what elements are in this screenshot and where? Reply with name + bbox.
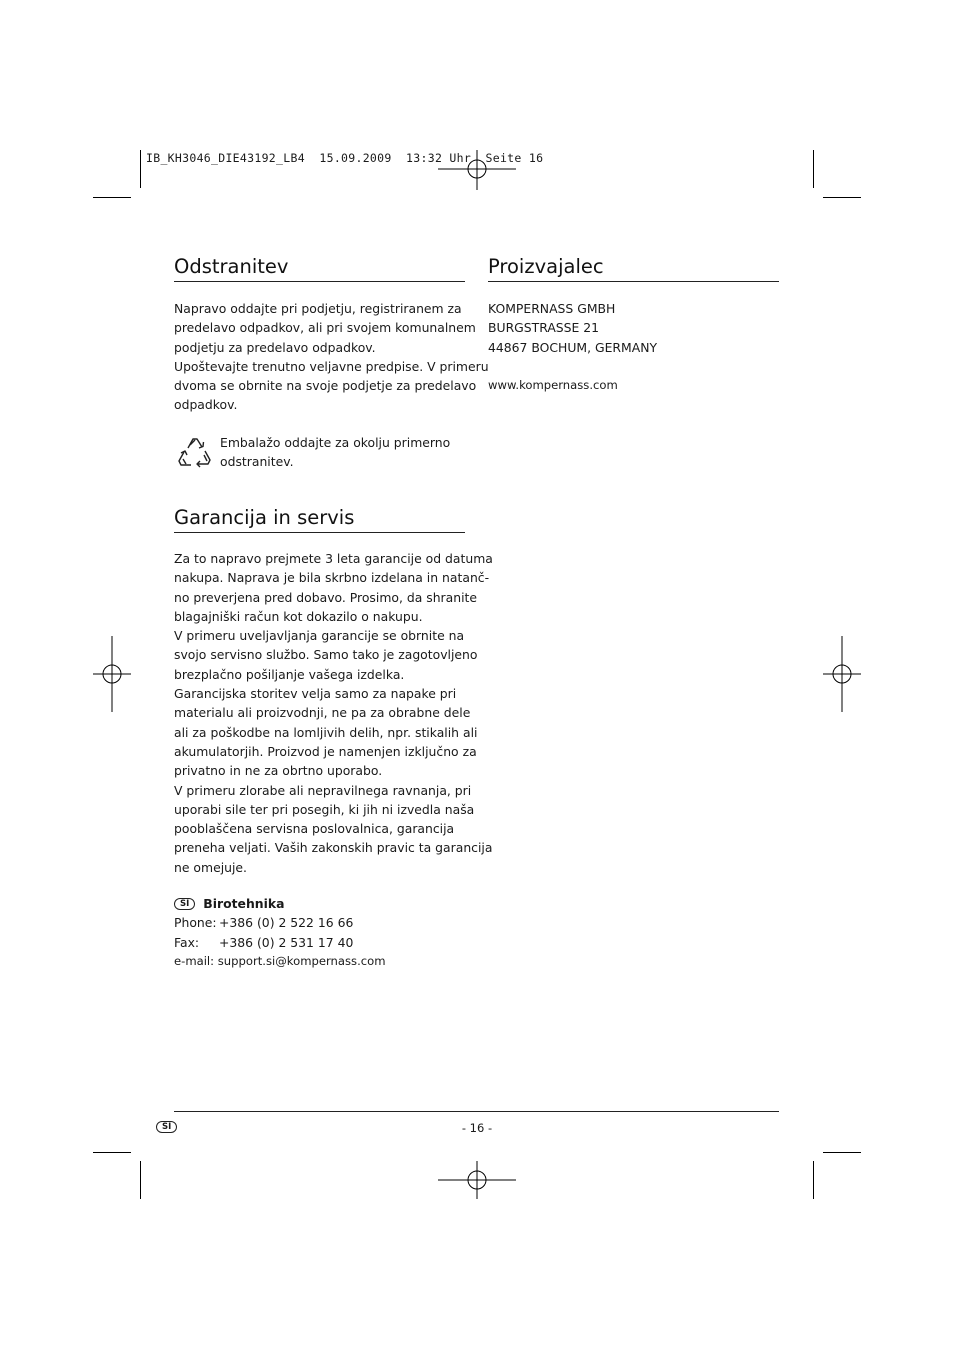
text-line: Embalažo oddajte za okolju primerno [220, 435, 451, 450]
text-line: materialu ali proizvodnji, ne pa za obrabne dele [174, 705, 471, 721]
text-line: Napravo oddajte pri podjetju, registriranem za [174, 301, 462, 316]
fax-number: +386 (0) 2 531 17 40 [219, 934, 354, 950]
odstranitev-text [174, 299, 489, 415]
fax-label: Fax: [174, 934, 200, 950]
address-line: KOMPERNASS GMBH [488, 301, 616, 316]
garancija-rule [174, 532, 465, 533]
text-line: V primeru uveljavljanja garancije se obrnite na [174, 628, 465, 644]
proizvajalec-rule [488, 281, 779, 282]
service-contact [174, 894, 386, 971]
text-line: akumulatorjih. Proizvod je namenjen izključno za [174, 743, 477, 759]
odstranitev-rule [174, 281, 465, 282]
phone-number: +386 (0) 2 522 16 66 [219, 915, 354, 931]
text-line: blagajniški račun kot dokazilo o nakupu. [174, 608, 423, 624]
text-line: odpadkov. [174, 397, 238, 413]
text-line: privatno in ne za obrtno uporabo. [174, 763, 383, 779]
text-line: podjetju za predelavo odpadkov. [174, 339, 376, 355]
text-line: Garancijska storitev velja samo za napake pri [174, 686, 457, 702]
country-badge: SI [174, 898, 195, 910]
service-company: Birotehnika [203, 896, 285, 911]
text-line: odstranitev. [220, 454, 294, 470]
text-line: ali za poškodbe na lomljivih delih, npr. stikalih ali [174, 724, 478, 740]
text-line: nakupa. Naprava je bila skrbno izdelana in natanč- [174, 570, 490, 586]
service-email: e-mail: support.si@kompernass.com [174, 953, 386, 968]
text-line: preneha veljati. Vaših zakonskih pravic ta garancija [174, 840, 493, 856]
manufacturer-website: www.kompernass.com [488, 378, 618, 392]
packaging-note [220, 433, 450, 472]
address-line: 44867 BOCHUM, GERMANY [488, 339, 658, 355]
garancija-text [174, 549, 493, 877]
page-number: - 16 - [461, 1121, 493, 1135]
garancija-heading: Garancija in servis [174, 506, 355, 529]
text-line: uporabi sile ter pri posegih, ki jih ni izvedla naša [174, 801, 475, 817]
text-line: predelavo odpadkov, ali pri svojem komunalnem [174, 320, 476, 336]
print-slug: IB_KH3046_DIE43192_LB4 15.09.2009 13:32 Uhr Seite 16 [146, 151, 544, 165]
language-badge: SI [156, 1121, 177, 1133]
text-line: svojo servisno službo. Samo tako je zagotovljeno [174, 647, 478, 663]
manufacturer-address [488, 299, 657, 357]
text-line: pooblaščena servisna poslovalnica, garancija [174, 821, 455, 837]
odstranitev-heading: Odstranitev [174, 255, 289, 278]
text-line: Za to napravo prejmete 3 leta garancije od datuma [174, 551, 493, 566]
text-line: ne omejuje. [174, 859, 247, 875]
phone-label: Phone: [174, 915, 217, 931]
text-line: V primeru zlorabe ali nepravilnega ravnanja, pri [174, 782, 472, 798]
proizvajalec-heading: Proizvajalec [488, 255, 604, 278]
footer-rule [174, 1111, 779, 1112]
text-line: brezplačno pošiljanje vašega izdelka. [174, 666, 405, 682]
text-line: dvoma se obrnite na svoje podjetje za predelavo [174, 378, 477, 394]
address-line: BURGSTRASSE 21 [488, 320, 600, 336]
text-line: no preverjena pred dobavo. Prosimo, da shranite [174, 589, 478, 605]
text-line: Upoštevajte trenutno veljavne predpise. V primeru [174, 358, 489, 374]
recycle-icon [176, 434, 214, 472]
